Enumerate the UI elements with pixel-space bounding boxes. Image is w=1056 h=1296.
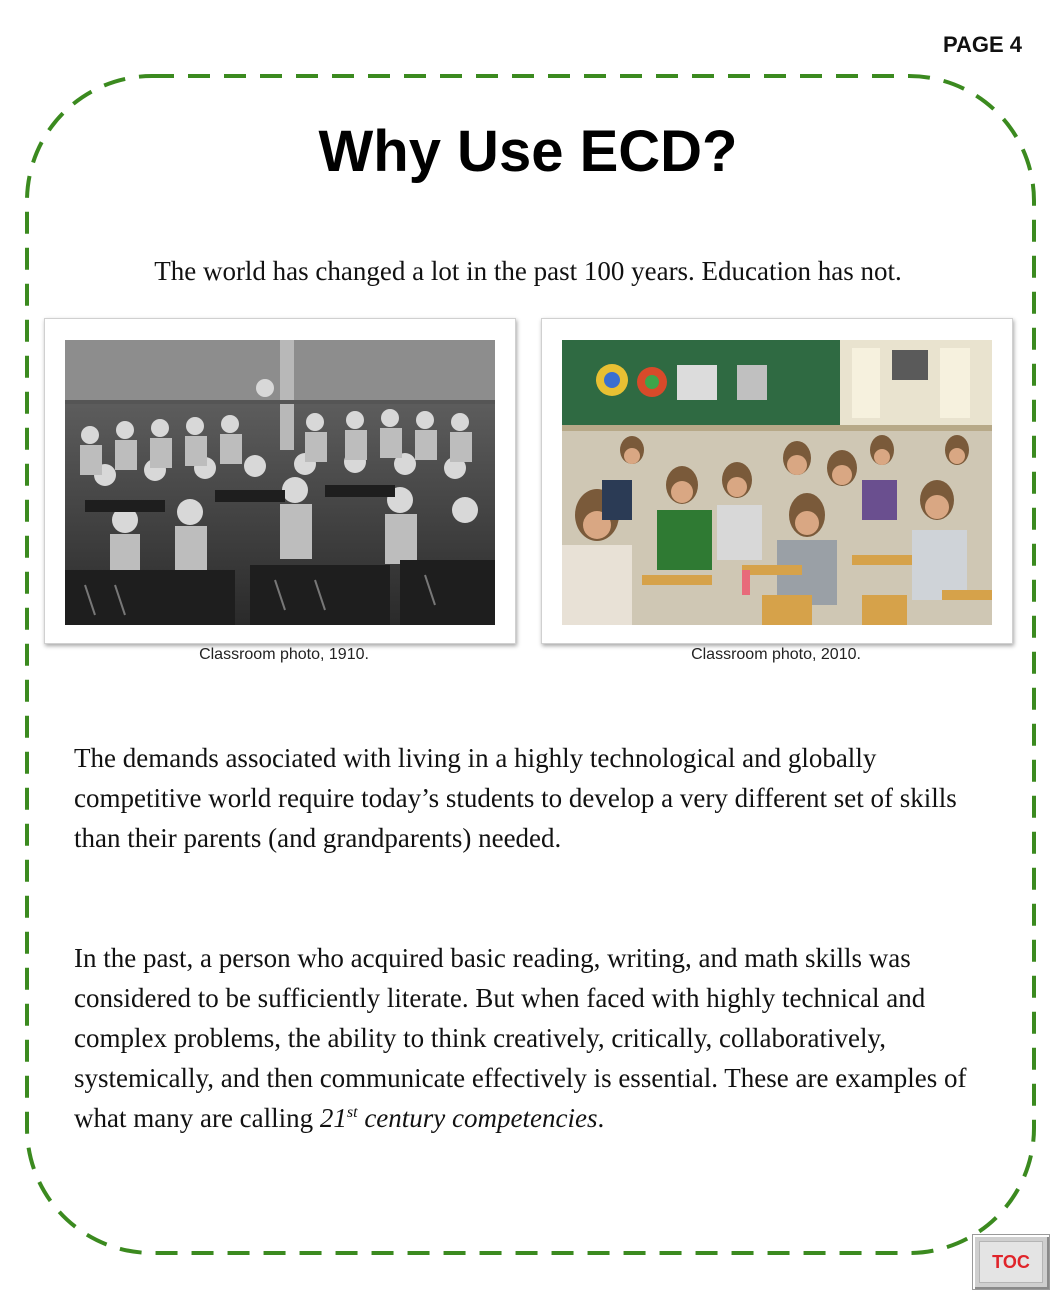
classroom-2010-image	[562, 340, 992, 625]
toc-label: TOC	[979, 1241, 1043, 1283]
page-number: PAGE 4	[942, 32, 1022, 57]
classroom-1910-image	[65, 340, 495, 625]
paragraph-2-text: In the past, a person who acquired basic reading, writing, and math skills was considered to be sufficiently literate. But when faced with highly technical and complex problems, the ability to think creatively, critically, collaboratively, systemically, and then communicate effectively is essential. These are examples of what many are calling	[74, 943, 967, 1133]
term-superscript: st	[346, 1104, 358, 1121]
page-title: Why Use ECD?	[318, 119, 738, 184]
body-paragraph-1: The demands associated with living in a highly technological and globally competitive world require today’s students to develop a very different set of skills than their parents (and grandparents) needed.	[74, 743, 957, 853]
photo-1910	[44, 318, 516, 644]
body-paragraph-2	[74, 938, 974, 1138]
photo-2010	[541, 318, 1013, 644]
toc-button[interactable]	[972, 1234, 1050, 1290]
intro-text: The world has changed a lot in the past 100 years. Education has not.	[154, 256, 902, 286]
paragraph-2-end: .	[597, 1103, 605, 1133]
term-21st-century	[320, 1103, 598, 1133]
photo-caption-2010: Classroom photo, 2010.	[691, 646, 861, 663]
term-number: 21	[319, 1103, 347, 1133]
term-rest: century competencies	[357, 1103, 598, 1133]
photo-caption-1910: Classroom photo, 1910.	[199, 646, 369, 663]
